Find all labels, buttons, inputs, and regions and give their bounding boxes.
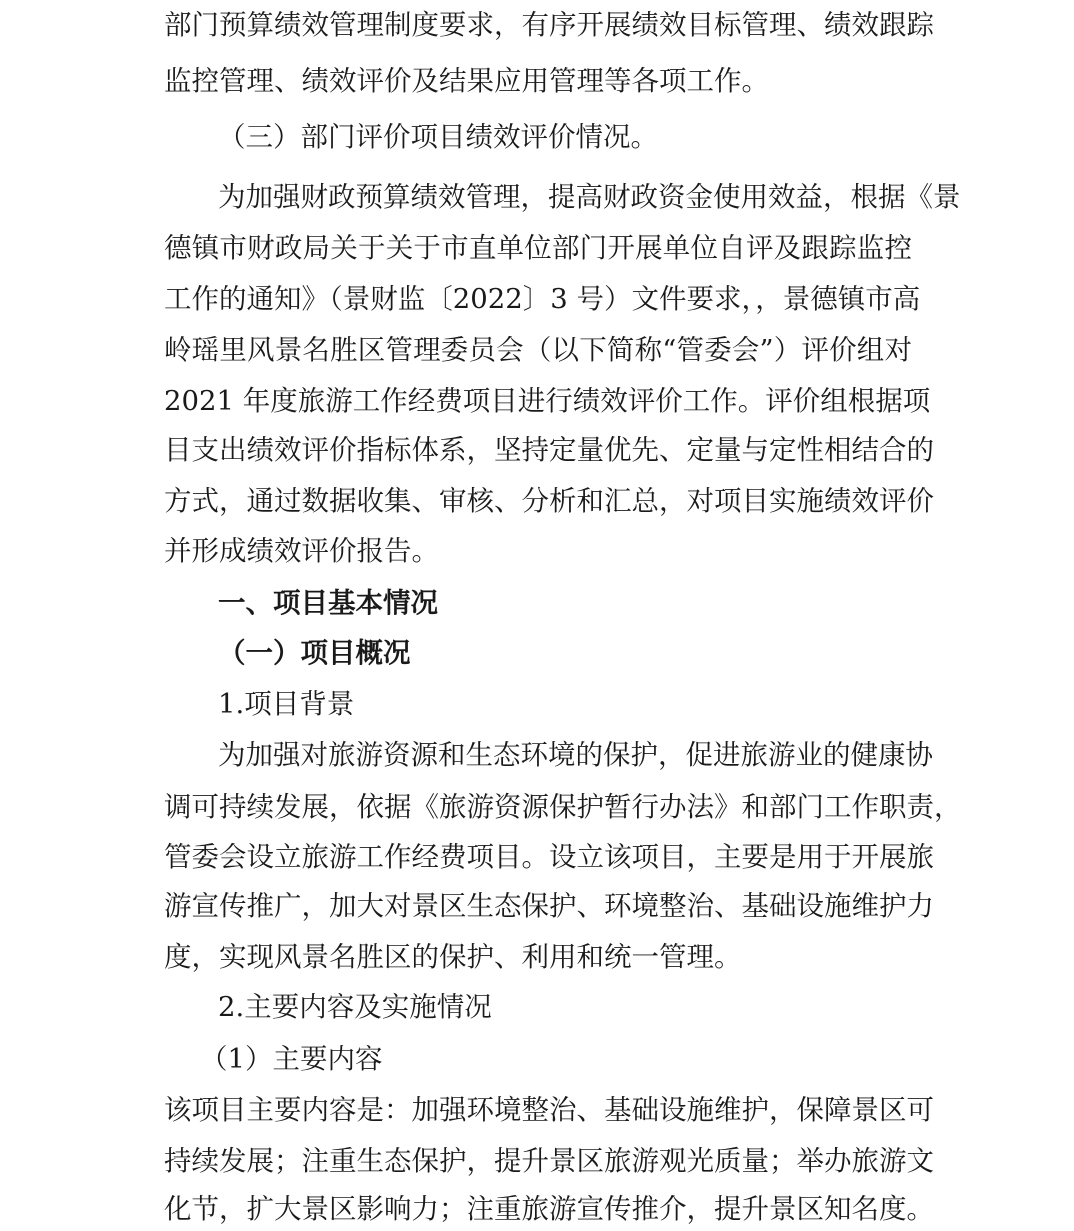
paragraph-line: 管委会设立旅游工作经费项目。设立该项目，主要是用于开展旅	[164, 841, 934, 873]
paragraph-line: 游宣传推广，加大对景区生态保护、环境整治、基础设施维护力	[164, 890, 934, 922]
subsection-heading: （一）项目概况	[218, 637, 411, 669]
paragraph-line: 工作的通知》（景财监〔2022〕3 号）文件要求，，景德镇市高	[164, 283, 921, 315]
paragraph-line: 化节，扩大景区影响力；注重旅游宣传推介，提升景区知名度。	[164, 1193, 934, 1225]
paragraph-line: 度，实现风景名胜区的保护、利用和统一管理。	[164, 941, 742, 973]
paragraph-line: 德镇市财政局关于关于市直单位部门开展单位自评及跟踪监控	[164, 232, 912, 264]
paragraph-line: 并形成绩效评价报告。	[164, 535, 439, 567]
section-subtitle: （三）部门评价项目绩效评价情况。	[218, 121, 658, 153]
item-heading: 2.主要内容及实施情况	[218, 991, 492, 1023]
section-heading: 一、项目基本情况	[218, 587, 438, 619]
paragraph-line: 调可持续发展，依据《旅游资源保护暂行办法》和部门工作职责，	[164, 791, 962, 823]
item-subheading: （1）主要内容	[200, 1043, 383, 1075]
paragraph-line: 方式，通过数据收集、审核、分析和汇总，对项目实施绩效评价	[164, 485, 934, 517]
paragraph-line: 目支出绩效评价指标体系，坚持定量优先、定量与定性相结合的	[164, 434, 934, 466]
paragraph-line: 该项目主要内容是：加强环境整治、基础设施维护，保障景区可	[164, 1094, 934, 1126]
paragraph-line: 岭瑶里风景名胜区管理委员会（以下简称“管委会”）评价组对	[164, 334, 912, 366]
paragraph-line: 为加强对旅游资源和生态环境的保护，促进旅游业的健康协	[218, 739, 933, 771]
paragraph-line: 监控管理、绩效评价及结果应用管理等各项工作。	[164, 65, 769, 97]
item-heading: 1.项目背景	[218, 688, 355, 720]
paragraph-line: 部门预算绩效管理制度要求，有序开展绩效目标管理、绩效跟踪	[164, 9, 934, 41]
paragraph-line: 2021 年度旅游工作经费项目进行绩效评价工作。评价组根据项	[164, 385, 931, 417]
paragraph-line: 为加强财政预算绩效管理，提高财政资金使用效益，根据《景	[218, 181, 961, 213]
paragraph-line: 持续发展；注重生态保护，提升景区旅游观光质量；举办旅游文	[164, 1145, 934, 1177]
